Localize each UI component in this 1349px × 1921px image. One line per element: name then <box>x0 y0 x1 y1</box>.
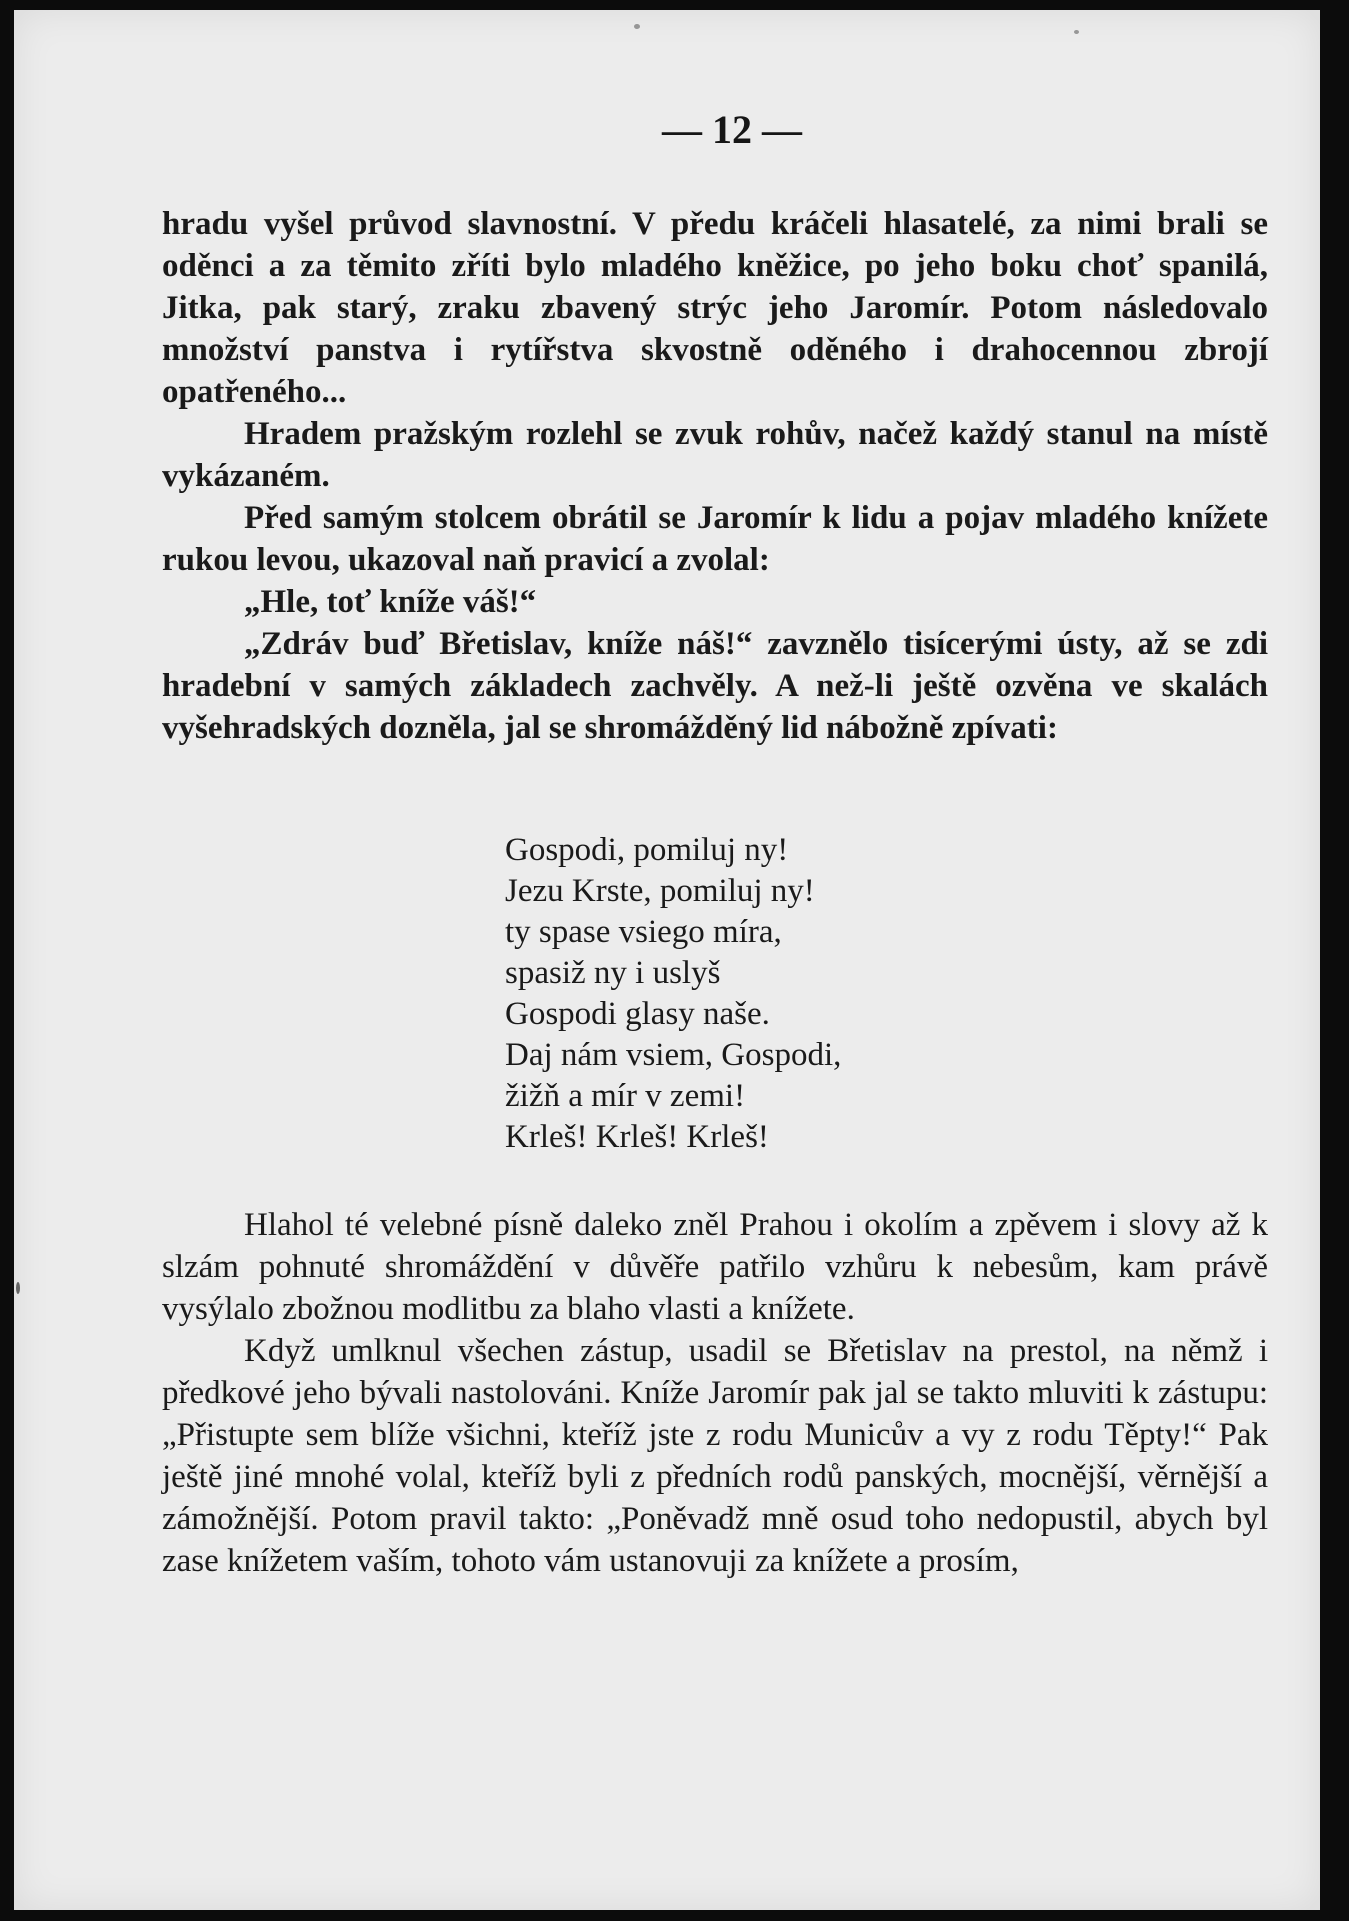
paragraph: Když umlknul všechen zástup, usadil se Břetislav na prestol, na němž i předkové jeho bývali nastolováni. Kníže Jaromír pak jal se takto mluviti k zástupu: „Přistupte sem blíže všichni, kteříž jste z rodu Municův a vy z rodu Těpty!“ Pak ještě jiné mnohé volal, kteříž byli z předních rodů panských, mocnější, věrnější a zámožnější. Potom pravil takto: „Poněvadž mně osud toho nedopustil, abych byl zase knížetem vaším, tohoto vám ustanovuji za knížete a prosím, <box>162 1333 1268 1579</box>
poem <box>505 830 841 1158</box>
upper-text-block <box>162 203 1268 749</box>
paragraph: Před samým stolcem obrátil se Jaromír k lidu a pojav mladého knížete rukou levou, ukazoval naň pravicí a zvolal: <box>162 500 1268 578</box>
book-page <box>14 10 1320 1910</box>
page-number: — 12 — <box>662 107 802 152</box>
poem-line: Krleš! Krleš! Krleš! <box>505 1119 769 1155</box>
paper-speck <box>1074 30 1079 34</box>
poem-line: ty spase vsiego míra, <box>505 914 782 950</box>
poem-line: spasiž ny i uslyš <box>505 955 721 991</box>
paper-speck <box>634 24 640 29</box>
poem-line: Jezu Krste, pomiluj ny! <box>505 873 815 909</box>
poem-line: Gospodi glasy naše. <box>505 996 770 1032</box>
paragraph: „Zdráv buď Břetislav, kníže náš!“ zavznělo tisícerými ústy, až se zdi hradební v samých základech zachvěly. A než-li ještě ozvěna ve skalách vyšehradských dozněla, jal se shromážděný lid nábožně zpívati: <box>162 626 1268 746</box>
poem-line: Gospodi, pomiluj ny! <box>505 832 789 868</box>
paragraph: Hlahol té velebné písně daleko zněl Prahou i okolím a zpěvem i slovy až k slzám pohnuté shromáždění v důvěře patřilo vzhůru k nebesům, kam právě vysýlalo zbožnou modlitbu za blaho vlasti a knížete. <box>162 1207 1268 1327</box>
paper-speck <box>16 1282 20 1294</box>
poem-line: žižň a mír v zemi! <box>505 1078 746 1114</box>
poem-line: Daj nám vsiem, Gospodi, <box>505 1037 842 1073</box>
paragraph: Hradem pražským rozlehl se zvuk rohův, načež každý stanul na místě vykázaném. <box>162 416 1268 494</box>
lower-text-block <box>162 1204 1268 1582</box>
paragraph: hradu vyšel průvod slavnostní. V předu kráčeli hlasatelé, za nimi brali se oděnci a za těmito zříti bylo mladého kněžice, po jeho boku choť spanilá, Jitka, pak starý, zraku zbavený strýc jeho Jaromír. Potom následovalo množství panstva i rytířstva skvostně oděného i drahocennou zbrojí opatřeného... <box>162 206 1268 410</box>
paragraph: „Hle, toť kníže váš!“ <box>244 584 537 620</box>
